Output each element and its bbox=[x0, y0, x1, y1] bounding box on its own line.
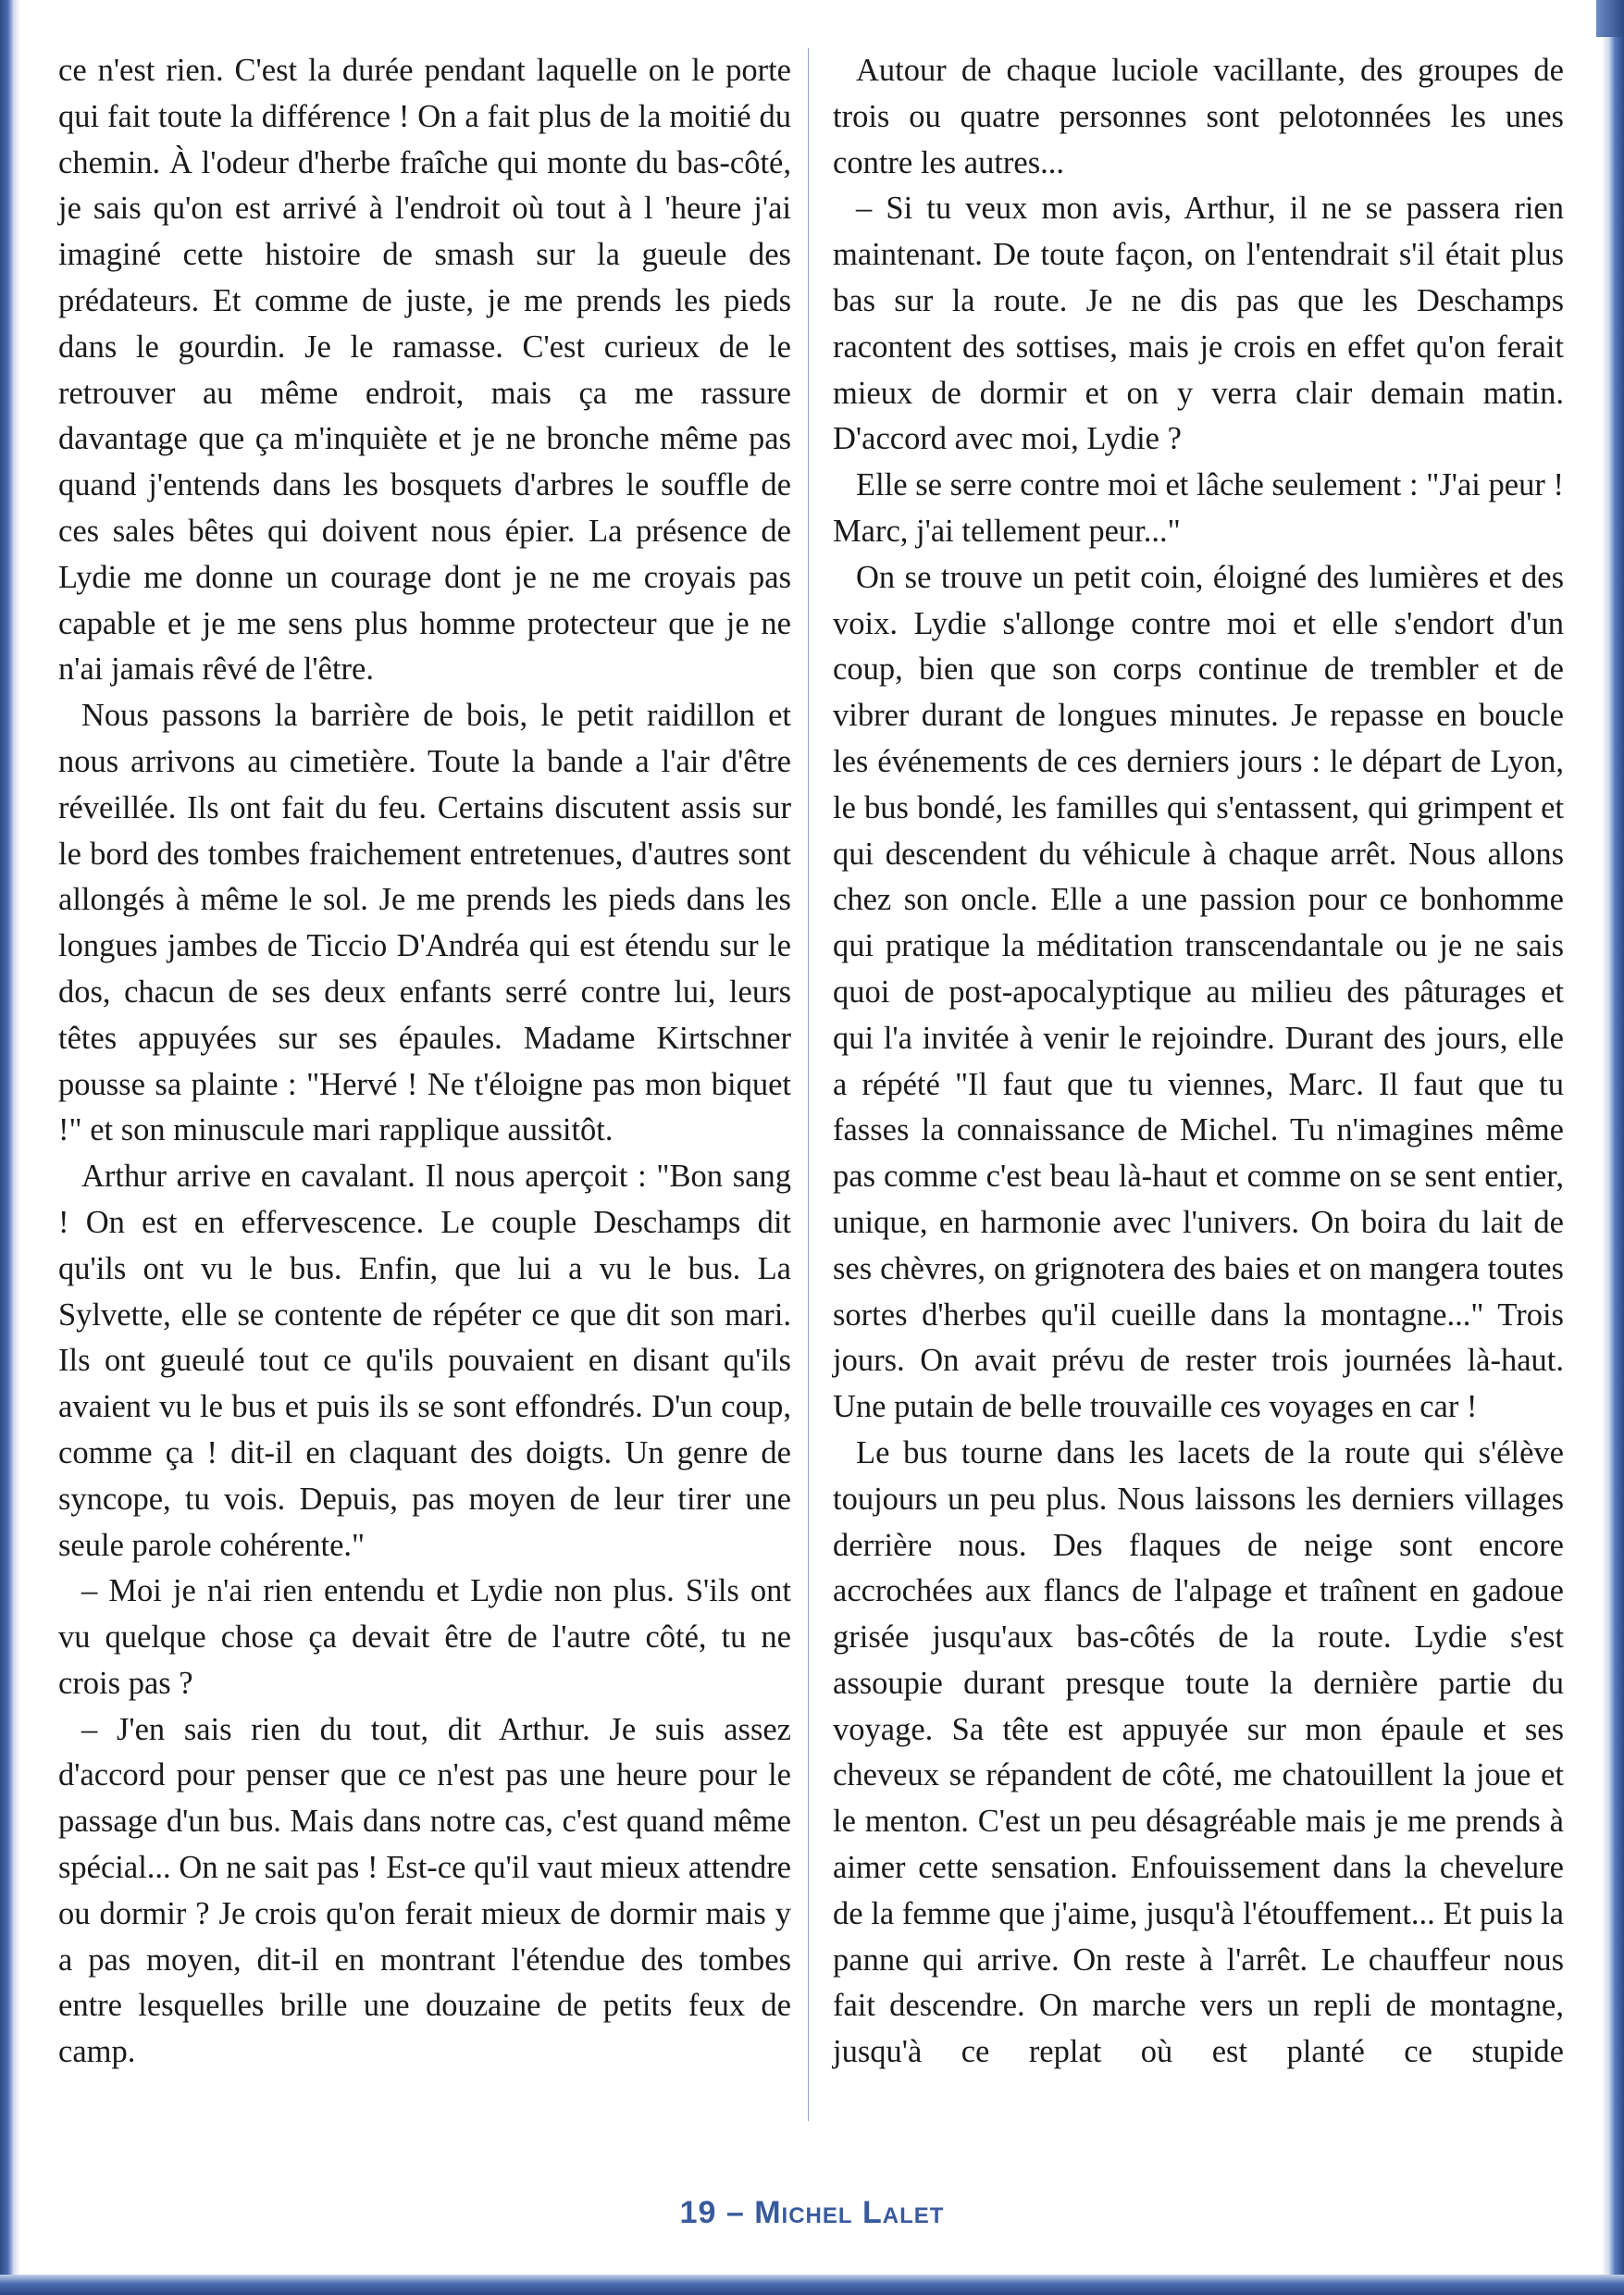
paragraph: On se trouve un petit coin, éloigné des lumières et des voix. Lydie s'allonge contre moi et elle s'endort d'un coup, bien que son corps continue de trembler et de vibrer durant de longues minutes. Je repasse en boucle les événements de ces derniers jours : le départ de Lyon, le bus bondé, les familles qui s'entassent, qui grimpent et qui descendent du véhicule à chaque arrêt. Nous allons chez son oncle. Elle a une passion pour ce bonhomme qui pratique la méditation transcendantale ou je ne sais quoi de post-apocalyptique au milieu des pâturages et qui l'a invitée à venir le rejoindre. Durant des jours, elle a répété "Il faut que tu viennes, Marc. Il faut que tu fasses la connaissance de Michel. Tu n'imagines même pas comme c'est beau là-haut et comme on se sent entier, unique, en harmonie avec l'univers. On boira du lait de ses chèvres, on grignotera des baies et on mangera toutes sortes d'herbes qu'il cueille dans la montagne..." Trois jours. On avait prévu de rester trois journées là-haut. Une putain de belle trouvaille ces voyages en car ! bbox=[833, 559, 1564, 1425]
column-rule bbox=[808, 48, 809, 2121]
paragraph: Le bus tourne dans les lacets de la route qui s'élève toujours un peu plus. Nous laissons les derniers villages derrière nous. Des flaques de neige sont encore accrochées aux flancs de l'alpage et traînent en gadoue grisée jusqu'aux bas-côtés de la route. Lydie s'est assoupie durant presque toute la dernière partie du voyage. Sa tête est appuyée sur mon épaule et ses cheveux se répandent de côté, me chatouillent la joue et le menton. C'est un peu désagréable mais je me prends à aimer cette sensation. Enfouissement dans la chevelure de la femme que j'aime, jusqu'à l'étouffement... Et puis la panne qui arrive. On reste à l'arrêt. Le chauffeur nous fait descendre. On marche vers un repli de montagne, jusqu'à ce replat où est planté ce stupide bbox=[833, 1434, 1564, 2070]
page-frame-right bbox=[1609, 0, 1624, 2295]
page-frame-top-right bbox=[1596, 0, 1624, 37]
page-frame-shade-right bbox=[1602, 0, 1609, 2275]
page-frame-shade-left bbox=[13, 0, 20, 2275]
paragraph: – J'en sais rien du tout, dit Arthur. Je suis assez d'accord pour penser que ce n'est pas une heure pour le passage d'un bus. Mais dans notre cas, c'est quand même spécial... On ne sait pas ! Est-ce qu'il vaut mieux attendre ou dormir ? Je crois qu'on ferait mieux de dormir mais y a pas moyen, dit-il en montrant l'étendue des tombes entre lesquelles brille une douzaine de petits feux de camp. bbox=[58, 1711, 791, 2070]
left-column bbox=[58, 48, 791, 2076]
page-frame-left bbox=[0, 0, 13, 2295]
paragraph: – Si tu veux mon avis, Arthur, il ne se passera rien maintenant. De toute façon, on l'entendrait s'il était plus bas sur la route. Je ne dis pas que les Deschamps racontent des sottises, mais je crois en effet qu'on ferait mieux de dormir et on y verra clair demain matin. D'accord avec moi, Lydie ? bbox=[833, 191, 1564, 457]
paragraph: – Moi je n'ai rien entendu et Lydie non plus. S'ils ont vu quelque chose ça devait être de l'autre côté, tu ne crois pas ? bbox=[58, 1573, 791, 1701]
paragraph: ce n'est rien. C'est la durée pendant laquelle on le porte qui fait toute la différence ! On a fait plus de la moitié du chemin. À l'odeur d'herbe fraîche qui monte du bas-côté, je sais qu'on est arrivé à l'endroit où tout à l 'heure j'ai imaginé cette histoire de smash sur la gueule des prédateurs. Et comme de juste, je me prends les pieds dans le gourdin. Je le ramasse. C'est curieux de le retrouver au même endroit, mais ça me rassure davantage que ça m'inquiète et je ne bronche même pas quand j'entends dans les bosquets d'arbres le souffle de ces sales bêtes qui doivent nous épier. La présence de Lydie me donne un courage dont je ne me croyais pas capable et je me sens plus homme protecteur que je ne n'ai jamais rêvé de l'être. bbox=[58, 53, 791, 688]
paragraph: Autour de chaque luciole vacillante, des groupes de trois ou quatre personnes sont pelotonnées les unes contre les autres... bbox=[833, 53, 1564, 180]
page-footer: 19 – Michel Lalet bbox=[679, 2195, 945, 2230]
paragraph: Elle se serre contre moi et lâche seulement : "J'ai peur ! Marc, j'ai tellement peur..." bbox=[833, 467, 1564, 549]
paragraph: Nous passons la barrière de bois, le petit raidillon et nous arrivons au cimetière. Toute la bande a l'air d'être réveillée. Ils ont fait du feu. Certains discutent assis sur le bord des tombes fraichement entretenues, d'autres sont allongés à même le sol. Je me prends les pieds dans les longues jambes de Ticcio D'Andréa qui est étendu sur le dos, chacun de ses deux enfants serré contre lui, leurs têtes appuyées sur ses épaules. Madame Kirtschner pousse sa plainte : "Hervé ! Ne t'éloigne pas mon biquet !" et son minuscule mari rapplique aussitôt. bbox=[58, 698, 791, 1148]
paragraph: Arthur arrive en cavalant. Il nous aperçoit : "Bon sang ! On est en effervescence. Le couple Deschamps dit qu'ils ont vu le bus. Enfin, que lui a vu le bus. La Sylvette, elle se contente de répéter ce que dit son mari. Ils ont gueulé tout ce qu'ils pouvaient en disant qu'ils avaient vu le bus et puis ils se sont effondrés. D'un coup, comme ça ! dit-il en claquant des doigts. Un genre de syncope, tu vois. Depuis, pas moyen de leur tirer une seule parole cohérente." bbox=[58, 1159, 791, 1563]
right-column bbox=[833, 48, 1564, 2076]
page-frame-bottom bbox=[0, 2275, 1624, 2295]
